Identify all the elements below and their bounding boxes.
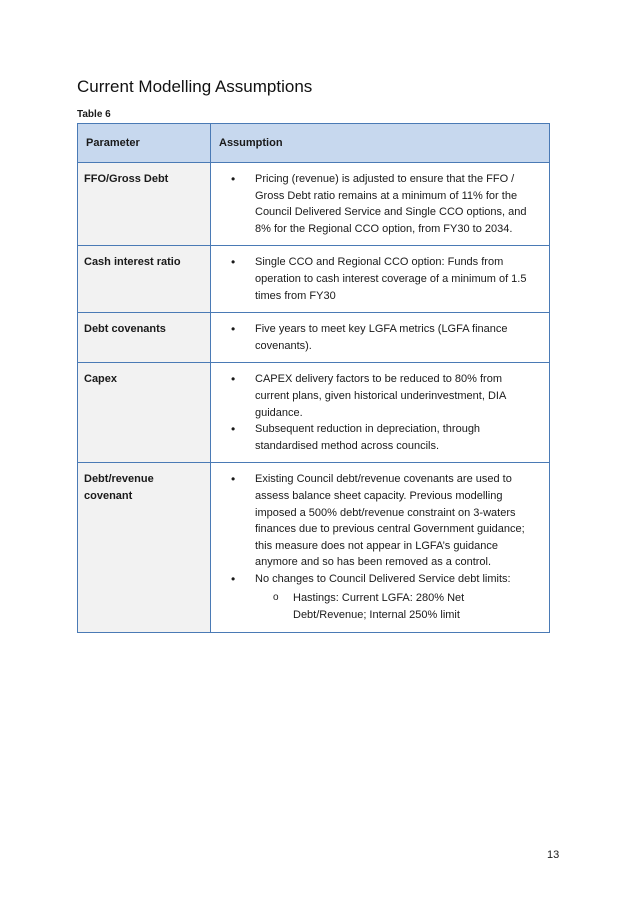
row-parameter: Capex [78, 363, 211, 463]
bullet-item: • CAPEX delivery factors to be reduced to 80% from current plans, given historical underinvestment, DIA guidance. [231, 371, 539, 421]
row-parameter: FFO/Gross Debt [78, 163, 211, 246]
bullet-item: • Subsequent reduction in depreciation, through standardised method across councils. [231, 421, 539, 454]
row-parameter: Cash interest ratio [78, 246, 211, 313]
bullet-item: • Existing Council debt/revenue covenants are used to assess balance sheet capacity. Previous modelling imposed a 500% debt/revenue constraint on 3-waters finances due to previous central Government guidance; this measure does not appear in LGFA’s guidance anymore and so has been removed as a control. [231, 471, 539, 571]
row-assumption [211, 313, 550, 363]
sub-bullet-item: o Hastings: Current LGFA: 280% Net Debt/Revenue; Internal 250% limit [255, 590, 539, 623]
row-parameter: Debt/revenue covenant [78, 463, 211, 632]
table-row [78, 246, 550, 313]
row-assumption [211, 163, 550, 246]
bullet-item: • Five years to meet key LGFA metrics (LGFA finance covenants). [231, 321, 539, 354]
bullet-text: No changes to Council Delivered Service debt limits: [255, 572, 511, 585]
table-row [78, 363, 550, 463]
assumptions-table [77, 123, 550, 633]
bullet-item: • Single CCO and Regional CCO option: Funds from operation to cash interest coverage of a minimum of 1.5 times from FY30 [231, 254, 539, 304]
bullet-item [231, 571, 539, 624]
bullet-list [231, 321, 539, 354]
bullet-item: • Pricing (revenue) is adjusted to ensure that the FFO / Gross Debt ratio remains at a minimum of 11% for the Council Delivered Service and Single CCO options, and 8% for the Regional CCO option, from FY30 to 2034. [231, 171, 539, 237]
row-assumption [211, 463, 550, 632]
row-assumption [211, 363, 550, 463]
bullet-list [231, 171, 539, 237]
table-header-row [78, 124, 550, 163]
table-row [78, 463, 550, 632]
bullet-list [231, 371, 539, 454]
table-row [78, 313, 550, 363]
table-row [78, 163, 550, 246]
row-parameter: Debt covenants [78, 313, 211, 363]
table-caption: Table 6 [77, 109, 111, 120]
bullet-list [231, 254, 539, 304]
sub-bullet-list [255, 590, 539, 623]
row-assumption [211, 246, 550, 313]
page-title: Current Modelling Assumptions [77, 77, 313, 96]
header-assumption: Assumption [211, 124, 550, 163]
bullet-list [231, 471, 539, 623]
header-parameter: Parameter [78, 124, 211, 163]
page-number: 13 [547, 849, 560, 861]
